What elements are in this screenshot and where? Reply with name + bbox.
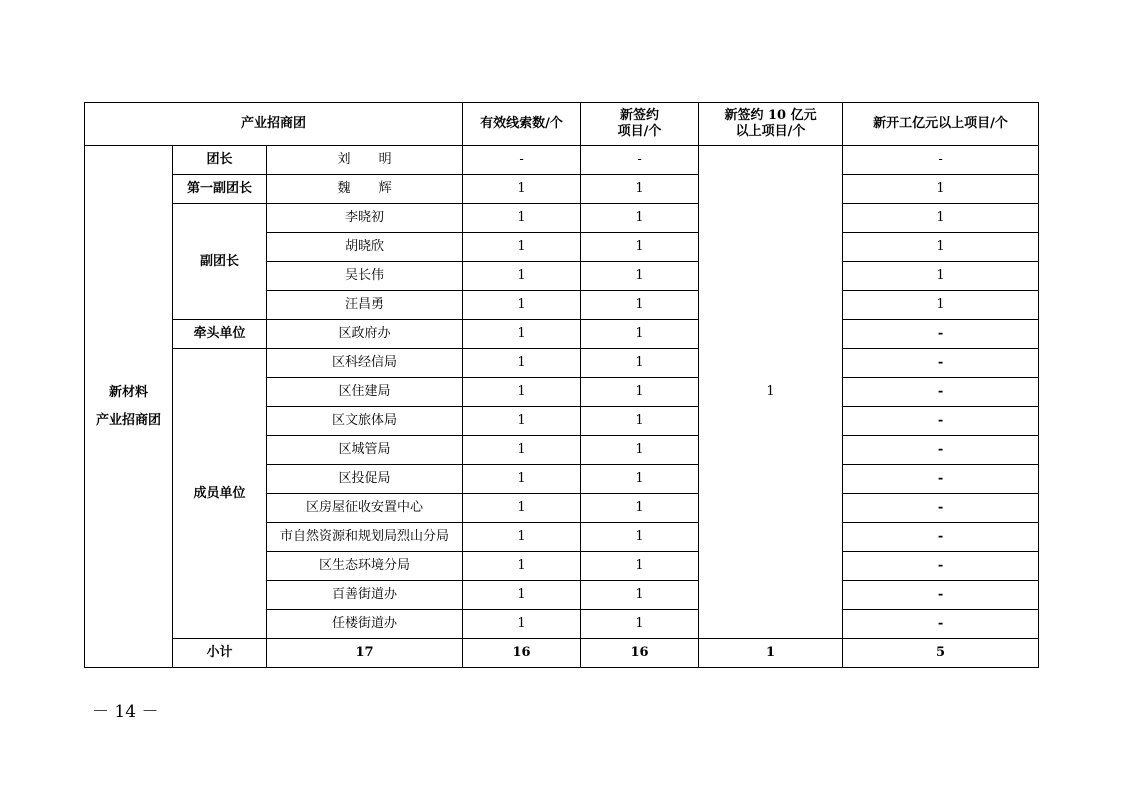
member-name: 区投促局: [267, 465, 463, 494]
started-value: -: [843, 320, 1039, 349]
signed-value: 1: [581, 523, 699, 552]
signed-value: 1: [581, 291, 699, 320]
member-name: 区住建局: [267, 378, 463, 407]
subtotal-leads: 16: [463, 639, 581, 668]
member-name: 市自然资源和规划局烈山分局: [267, 523, 463, 552]
signed-value: 1: [581, 320, 699, 349]
started-value: -: [843, 552, 1039, 581]
leads-value: 1: [463, 523, 581, 552]
started-value: 1: [843, 175, 1039, 204]
header-group: 产业招商团: [85, 103, 463, 146]
started-value: 1: [843, 233, 1039, 262]
leads-value: 1: [463, 262, 581, 291]
started-value: -: [843, 523, 1039, 552]
role-members: 成员单位: [173, 349, 267, 639]
header-signed: 新签约 项目/个: [581, 103, 699, 146]
subtotal-started: 5: [843, 639, 1039, 668]
group-name-line1: 新材料: [108, 384, 148, 400]
signed-value: 1: [581, 494, 699, 523]
leads-value: 1: [463, 465, 581, 494]
started-value: -: [843, 465, 1039, 494]
member-name: 汪昌勇: [267, 291, 463, 320]
role-lead-unit: 牵头单位: [173, 320, 267, 349]
signed-value: 1: [581, 581, 699, 610]
member-name: 吴长伟: [267, 262, 463, 291]
member-name: 魏 辉: [267, 175, 463, 204]
header-leads: 有效线索数/个: [463, 103, 581, 146]
leads-value: 1: [463, 175, 581, 204]
leads-value: 1: [463, 552, 581, 581]
leads-value: 1: [463, 378, 581, 407]
subtotal-label: 小计: [173, 639, 267, 668]
member-name: 百善街道办: [267, 581, 463, 610]
started-value: -: [843, 436, 1039, 465]
signed-value: 1: [581, 204, 699, 233]
leads-value: 1: [463, 204, 581, 233]
signed-value: 1: [581, 175, 699, 204]
role-leader: 团长: [173, 146, 267, 175]
signed-value: 1: [581, 262, 699, 291]
leads-value: -: [463, 146, 581, 175]
started-value: -: [843, 146, 1039, 175]
signed-value: 1: [581, 610, 699, 639]
table-row: [85, 146, 1039, 175]
signed-value: 1: [581, 436, 699, 465]
member-name: 任楼街道办: [267, 610, 463, 639]
leads-value: 1: [463, 320, 581, 349]
member-name: 区城管局: [267, 436, 463, 465]
member-name: 区政府办: [267, 320, 463, 349]
table-row: [85, 204, 1039, 233]
signed-value: 1: [581, 233, 699, 262]
member-name: 区生态环境分局: [267, 552, 463, 581]
leads-value: 1: [463, 610, 581, 639]
started-value: -: [843, 378, 1039, 407]
role-deputy: 副团长: [173, 204, 267, 320]
subtotal-signed10b: 1: [699, 639, 843, 668]
header-started: 新开工亿元以上项目/个: [843, 103, 1039, 146]
subtotal-signed: 16: [581, 639, 699, 668]
signed-value: -: [581, 146, 699, 175]
member-name: 区科经信局: [267, 349, 463, 378]
table-row: [85, 175, 1039, 204]
started-value: -: [843, 407, 1039, 436]
leads-value: 1: [463, 291, 581, 320]
started-value: -: [843, 610, 1039, 639]
leads-value: 1: [463, 407, 581, 436]
started-value: 1: [843, 291, 1039, 320]
table-row: [85, 320, 1039, 349]
started-value: -: [843, 581, 1039, 610]
table-header-row: [85, 103, 1039, 146]
signed-value: 1: [581, 378, 699, 407]
leads-value: 1: [463, 581, 581, 610]
member-name: 区文旅体局: [267, 407, 463, 436]
leads-value: 1: [463, 233, 581, 262]
signed-value: 1: [581, 465, 699, 494]
page-number: － 14 －: [92, 702, 159, 722]
started-value: 1: [843, 262, 1039, 291]
signed-value: 1: [581, 552, 699, 581]
signed-value: 1: [581, 407, 699, 436]
header-signed10b: 新签约 10 亿元 以上项目/个: [699, 103, 843, 146]
leads-value: 1: [463, 436, 581, 465]
investment-table: [84, 102, 1039, 668]
member-name: 区房屋征收安置中心: [267, 494, 463, 523]
table-row: [85, 349, 1039, 378]
started-value: -: [843, 494, 1039, 523]
subtotal-row: [85, 639, 1039, 668]
member-name: 刘 明: [267, 146, 463, 175]
signed10b-merged-value: 1: [699, 146, 843, 639]
subtotal-count: 17: [267, 639, 463, 668]
member-name: 胡晓欣: [267, 233, 463, 262]
signed-value: 1: [581, 349, 699, 378]
member-name: 李晓初: [267, 204, 463, 233]
group-name-cell: [85, 146, 173, 668]
group-name-line2: 产业招商团: [95, 412, 161, 428]
leads-value: 1: [463, 494, 581, 523]
started-value: -: [843, 349, 1039, 378]
leads-value: 1: [463, 349, 581, 378]
started-value: 1: [843, 204, 1039, 233]
role-first-deputy: 第一副团长: [173, 175, 267, 204]
